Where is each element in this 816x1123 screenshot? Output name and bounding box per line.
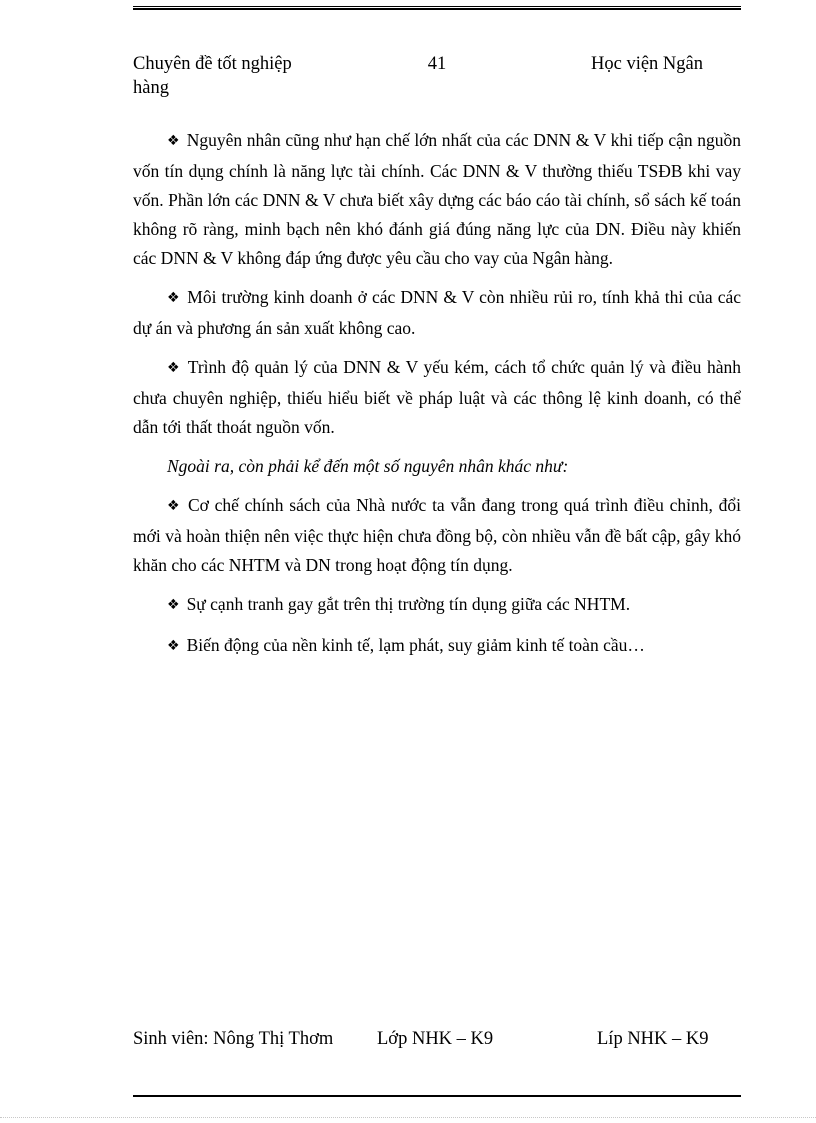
diamond-bullet-icon: ❖ <box>167 290 181 306</box>
header-title: Chuyên đề tốt nghiệp hàng <box>133 54 292 98</box>
diamond-bullet-icon: ❖ <box>167 360 181 376</box>
footer-rule <box>133 1095 741 1097</box>
paragraph-text: Cơ chế chính sách của Nhà nước ta vẫn đang trong quá trình điều chỉnh, đổi mới và hoàn thiện nên việc thực hiện chưa đồng bộ, còn nhiều vẫn đề bất cập, gây khó khăn cho các NHTM và DN trong hoạt động tín dụng. <box>133 495 741 575</box>
bullet-paragraph <box>133 126 741 273</box>
footer-student: Sinh viên: Nông Thị Thơm <box>133 1029 334 1049</box>
paragraph-text: Biến động của nền kinh tế, lạm phát, suy giảm kinh tế toàn cầu… <box>186 635 645 655</box>
paragraph-text: Sự cạnh tranh gay gắt trên thị trường tín dụng giữa các NHTM. <box>186 594 631 614</box>
footer-class: Lớp NHK – K9 <box>377 1029 494 1049</box>
header-institution: Học viện Ngân <box>591 54 703 74</box>
paragraph-text: Nguyên nhân cũng như hạn chế lớn nhất của các DNN & V khi tiếp cận nguồn vốn tín dụng chính là năng lực tài chính. Các DNN & V thường thiếu TSĐB khi vay vốn. Phần lớn các DNN & V chưa biết xây dựng các báo cáo tài chính, sổ sách kế toán không rõ ràng, minh bạch nên khó đánh giá đúng năng lực của DN. Điều này khiến các DNN & V không đáp ứng được yêu cầu cho vay của Ngân hàng. <box>133 130 741 268</box>
paragraph-text: Môi trường kinh doanh ở các DNN & V còn nhiều rủi ro, tính khả thi của các dự án và phương án sản xuất không cao. <box>133 287 741 338</box>
diamond-bullet-icon: ❖ <box>167 133 180 149</box>
bullet-paragraph <box>133 353 741 442</box>
diamond-bullet-icon: ❖ <box>167 498 181 514</box>
page-number: 41 <box>427 54 447 74</box>
document-body <box>133 126 741 672</box>
other-causes-intro: Ngoài ra, còn phải kể đến một số nguyên nhân khác như: <box>167 456 569 476</box>
bullet-paragraph <box>133 283 741 343</box>
bullet-paragraph <box>133 590 741 621</box>
header-rule <box>133 6 741 10</box>
diamond-bullet-icon: ❖ <box>167 597 180 613</box>
page-edge-divider <box>0 1117 816 1118</box>
footer-class-alt: Líp NHK – K9 <box>597 1029 709 1049</box>
paragraph-text: Trình độ quản lý của DNN & V yếu kém, cách tổ chức quản lý và điều hành chưa chuyên nghiệp, thiếu hiểu biết về pháp luật và các thông lệ kinh doanh, có thể dẫn tới thất thoát nguồn vốn. <box>133 357 741 437</box>
diamond-bullet-icon: ❖ <box>167 638 180 654</box>
bullet-paragraph <box>133 491 741 580</box>
bullet-paragraph <box>133 631 741 662</box>
